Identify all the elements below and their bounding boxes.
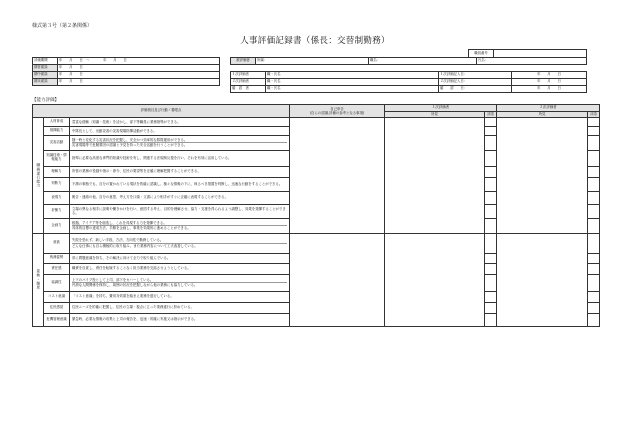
name-field[interactable]: 氏名： [477, 58, 587, 65]
first-rating-field[interactable] [485, 313, 497, 326]
category-label: 姿勢・態度 [33, 233, 44, 326]
item-description [70, 150, 290, 166]
evaluator-role: ２次評価者 [231, 79, 266, 86]
item-name: 理解力 [44, 166, 70, 177]
description-line: 円滑な人間関係を保持し、周囲の状況を把握しながら他の業務にも協力している。 [72, 282, 287, 287]
first-rating-field[interactable] [485, 233, 497, 253]
period-table [32, 57, 220, 86]
interview-start-date[interactable]: 年 月 日 [58, 65, 220, 72]
item-description [70, 135, 290, 150]
header-second: ２次評価者 [497, 105, 600, 112]
item-name: 企画力 [44, 218, 70, 233]
header-items: 評価項目及び行動ノ着眼点 [33, 105, 290, 118]
evaluator-name-field[interactable]: 職・氏名 [266, 72, 439, 79]
second-rating-field[interactable] [588, 177, 600, 191]
first-rating-field[interactable] [485, 166, 497, 177]
interview-mid-date[interactable]: 年 月 日 [58, 72, 220, 79]
second-comment-field[interactable] [497, 233, 588, 326]
position-field[interactable]: 職名： [369, 58, 477, 65]
item-description [70, 127, 290, 136]
table-row [33, 118, 600, 127]
item-name: 表現力 [44, 191, 70, 204]
item-name: 危機管理意識 [44, 313, 70, 326]
first-rating-field[interactable] [485, 218, 497, 233]
header-first-comment: 所見 [385, 112, 485, 118]
second-comment-field[interactable] [497, 118, 588, 234]
description-line: どんな仕事にも自ら積極的に取り組み、また業務内容について工夫改善している。 [72, 243, 287, 248]
self-assessment-field[interactable] [290, 233, 385, 326]
evaluator-date-label: ２次評価記入日： [439, 79, 512, 86]
header-self-title: 自己申告 [330, 106, 344, 111]
evaluator-name-field[interactable]: 職・氏名 [266, 79, 439, 86]
description-line: 指導に必要な高度な専門的知識や技術を有し、関連する法規制反復を行い、それを有効に活用している。 [72, 155, 232, 160]
item-description [70, 313, 290, 326]
description-line: 住民ニーズを的確に把握し、住民の立場・視点に立った業務遂行に努めている。 [72, 305, 194, 310]
item-description [70, 118, 290, 127]
item-description [70, 253, 290, 263]
description-line: 根拠、アイデア等を創造し、これを具現する力を発揮できる。 [72, 220, 167, 225]
form-number: 様式第３号（第２条関係） [32, 23, 93, 29]
affiliation-field[interactable]: 所属： [256, 58, 369, 65]
evaluator-name-field[interactable]: 職・氏名 [266, 86, 439, 93]
item-name: 知識技術・情報能力 [44, 150, 70, 166]
evaluator-date-label: １次評価記入日： [439, 72, 512, 79]
item-description [70, 274, 290, 291]
evaluator-date-field[interactable]: 年 月 日 [512, 72, 587, 79]
description-line: 随一時と変化する災害状況を把握し、安全かつ効率的な隊隊運用ができる。 [72, 137, 188, 142]
item-name: 協調性 [44, 274, 70, 291]
first-rating-field[interactable] [485, 135, 497, 150]
second-rating-field[interactable] [588, 263, 600, 274]
second-rating-field[interactable] [588, 233, 600, 253]
target-label: 被評価者 [231, 58, 256, 65]
target-table [230, 57, 587, 65]
item-name: 人材育成 [44, 118, 70, 127]
description-line: 具体的目標の達成方法、手順を企画し、事業を効果的に進めることができる。 [72, 225, 287, 230]
item-name: 意欲 [44, 233, 70, 253]
description-line: 立場の異なる相手に説明や働きかけを行い、意図する考え、目的を理解させ、協力・支援を得られるよう調整し、効果を発揮することができる。 [72, 206, 286, 215]
description-line: 職責を自覚し、責任を転嫁することなく担当業務を完結させようとしている。 [72, 266, 191, 271]
first-rating-field[interactable] [485, 302, 497, 313]
first-rating-field[interactable] [485, 118, 497, 127]
interview-start-label: 期首面談 [33, 65, 58, 72]
item-name: 責任感 [44, 263, 70, 274]
second-rating-field[interactable] [588, 313, 600, 326]
description-line: 上下のパイプ役として上司、部下をカバーしている。 [72, 277, 154, 282]
employee-number-label: 職員番号 [469, 50, 494, 58]
second-rating-field[interactable] [588, 302, 600, 313]
evaluator-role: １次評価者 [231, 72, 266, 79]
item-name: コスト意識 [44, 291, 70, 302]
interview-end-date[interactable]: 年 月 日 [58, 79, 220, 86]
item-name: 折衝力 [44, 204, 70, 218]
second-rating-field[interactable] [588, 127, 600, 136]
item-name: 判断力 [44, 177, 70, 191]
description-line: 災害現場等で危険要因の認識と予見を持った安全活動を行うことができる。 [72, 142, 287, 147]
header-second-comment: 所見 [497, 112, 588, 118]
header-second-rating: 評語 [588, 112, 600, 118]
second-rating-field[interactable] [588, 291, 600, 302]
header-self [290, 105, 385, 118]
item-name: 指揮能力 [44, 127, 70, 136]
description-line: 所管の業務の役割や指示・命令、住民の要望等を正確に理解把握することができる。 [72, 169, 201, 174]
evaluator-table [230, 71, 587, 93]
item-description [70, 233, 290, 253]
second-rating-field[interactable] [588, 204, 600, 218]
first-comment-field[interactable] [385, 233, 485, 326]
item-description [70, 302, 290, 313]
second-rating-field[interactable] [588, 150, 600, 166]
item-description [70, 218, 290, 233]
interview-end-label: 期末面談 [33, 79, 58, 86]
description-line: 報告・連絡の他、自分の意思、考え方を口頭・文書により相手がすぐに正確に表現することができる。 [72, 195, 228, 200]
item-name: 住民感覚 [44, 302, 70, 313]
second-rating-field[interactable] [588, 166, 600, 177]
evaluator-date-label: 確 認 日： [439, 86, 512, 93]
description-line: 緊急時、必要な情報の収集と上司の報告を、迅速・的確に実施又は指示ができる。 [72, 317, 198, 322]
second-rating-field[interactable] [588, 218, 600, 233]
first-rating-field[interactable] [485, 177, 497, 191]
second-rating-field[interactable] [588, 118, 600, 127]
header-first-rating: 評語 [485, 112, 497, 118]
item-description [70, 291, 290, 302]
evaluator-role: 確 認 者 [231, 86, 266, 93]
item-description [70, 191, 290, 204]
category-label: 職務遂行能力 [33, 118, 44, 234]
item-name: 執務姿勢 [44, 253, 70, 263]
second-rating-field[interactable] [588, 274, 600, 291]
first-comment-field[interactable] [385, 118, 485, 234]
description-line: 「コスト意識」を持ち、費用対効果を踏まえ業務を遂行している。 [72, 294, 174, 299]
description-line: 豊富な経験（知識・技術）を活かし、部下等職員に業務指導ができる。 [72, 119, 181, 124]
item-description [70, 263, 290, 274]
page-title: 人事評価記録書（係長：交替制勤務） [240, 36, 390, 46]
self-assessment-field[interactable] [290, 118, 385, 234]
item-description [70, 204, 290, 218]
first-rating-field[interactable] [485, 263, 497, 274]
evaluator-date-field[interactable]: 年 月 日 [512, 79, 587, 86]
evaluation-table [32, 104, 600, 327]
item-description [70, 177, 290, 191]
second-rating-field[interactable] [588, 191, 600, 204]
header-self-note: (自らの認識,評価の参考となる事項) [309, 111, 365, 115]
section-title: 【能力評価】 [32, 98, 59, 103]
interview-mid-label: 期中面談 [33, 72, 58, 79]
first-rating-field[interactable] [485, 253, 497, 263]
second-rating-field[interactable] [588, 253, 600, 263]
item-name: 災害活動 [44, 135, 70, 150]
evaluator-date-field[interactable]: 年 月 日 [512, 86, 587, 93]
description-line: 中隊長として、出動災害の災害現場指揮活動ができる。 [72, 128, 157, 133]
first-rating-field[interactable] [485, 191, 497, 204]
description-line: 失敗を恐れず、新しい手段、方法、方向性で勤務している。 [72, 238, 164, 243]
first-rating-field[interactable] [485, 204, 497, 218]
description-line: 常に問題意識を持ち、その解決に向けて全力で取り組んでいる。 [72, 255, 171, 260]
table-row [33, 233, 600, 253]
item-description [70, 166, 290, 177]
first-rating-field[interactable] [485, 150, 497, 166]
description-line: 不測の事態でも、自分の置かれている現状を的確に認識し、様々な情報の下に、執るべき措置を判断し、迅速な行動をすることができる。 [72, 181, 283, 186]
first-rating-field[interactable] [485, 127, 497, 136]
period-label: 評価期間 [33, 58, 58, 65]
header-first: １次評価者 [385, 105, 497, 112]
period-date[interactable]: 年 月 日 ～ 年 月 日 [58, 58, 220, 65]
second-rating-field[interactable] [588, 135, 600, 150]
first-rating-field[interactable] [485, 274, 497, 291]
first-rating-field[interactable] [485, 291, 497, 302]
